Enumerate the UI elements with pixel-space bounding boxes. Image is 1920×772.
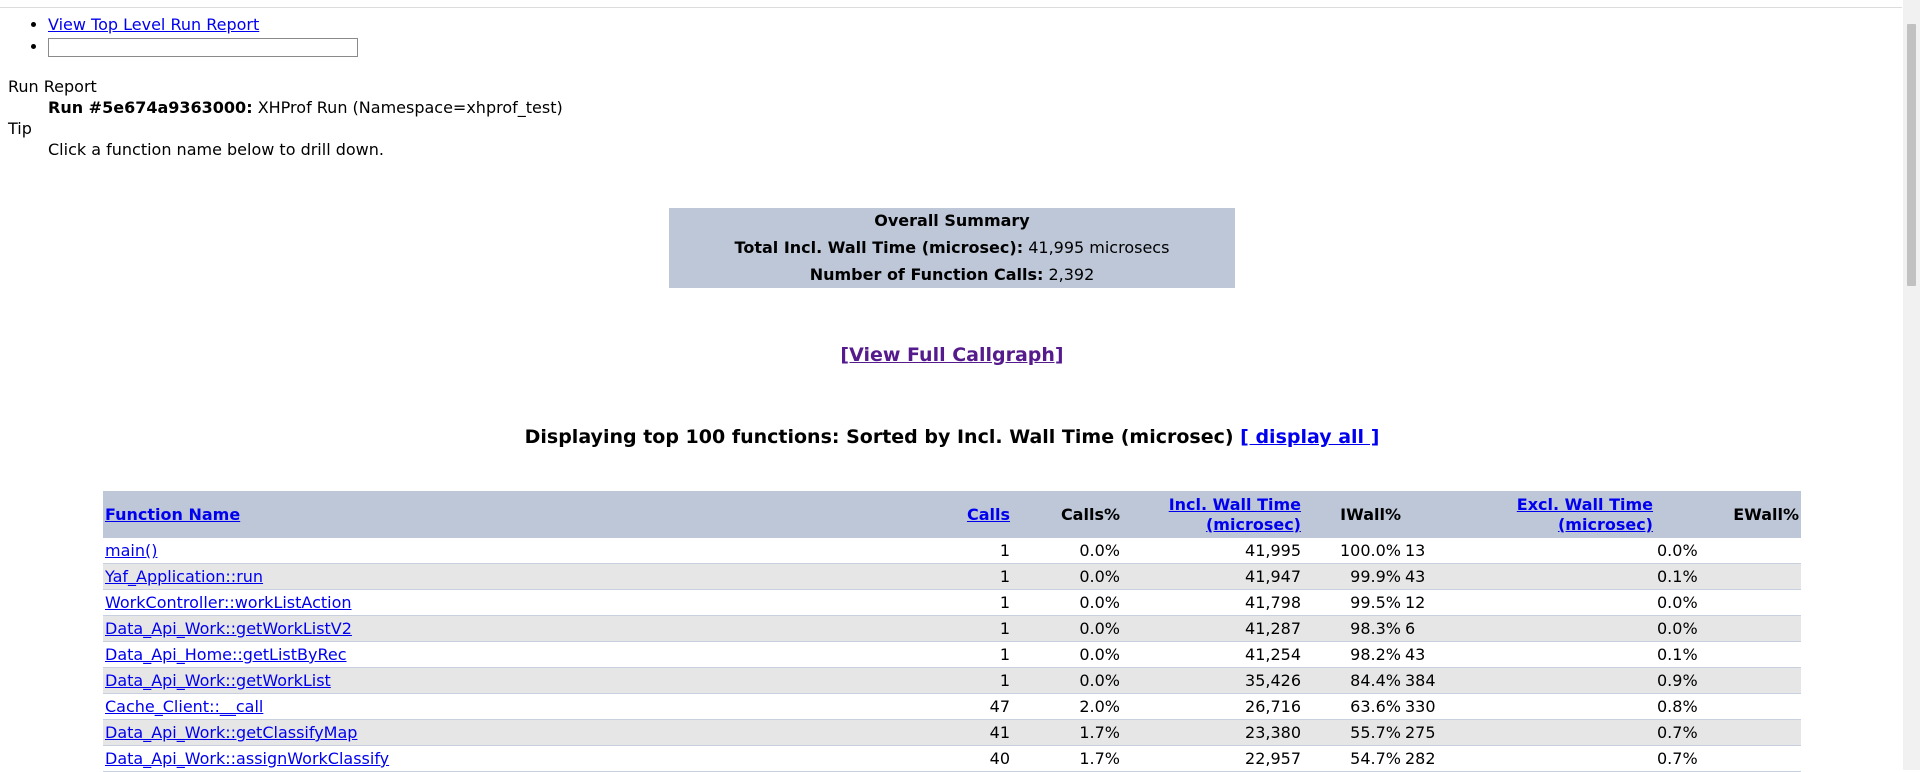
summary-wall-time (669, 235, 1235, 262)
cell-calls-pct: 0.0% (1012, 538, 1122, 564)
function-link[interactable]: main() (105, 541, 158, 560)
table-row (103, 746, 1801, 772)
cell-incl-wall: 41,254 (1122, 642, 1303, 668)
col-header-incl-wall (1122, 491, 1303, 538)
cell-calls-pct: 0.0% (1012, 668, 1122, 694)
function-search-input[interactable] (48, 38, 358, 57)
table-row (103, 694, 1801, 720)
cell-calls: 1 (923, 616, 1012, 642)
cell-excl-wall: 43 (1403, 642, 1655, 668)
display-all-link[interactable]: [ display all ] (1240, 426, 1380, 448)
table-row (103, 616, 1801, 642)
cell-ewall-pct: 0.0% (1655, 616, 1801, 642)
cell-excl-wall: 6 (1403, 616, 1655, 642)
cell-ewall-pct: 0.0% (1655, 538, 1801, 564)
cell-incl-wall: 41,798 (1122, 590, 1303, 616)
top-level-run-report-link[interactable]: View Top Level Run Report (48, 15, 260, 34)
top-links-item (48, 36, 358, 58)
cell-ewall-pct: 0.1% (1655, 564, 1801, 590)
cell-calls-pct: 0.0% (1012, 642, 1122, 668)
cell-function-name (103, 616, 923, 642)
wall-time-value: 41,995 microsecs (1028, 237, 1170, 257)
cell-excl-wall: 282 (1403, 746, 1655, 772)
table-row (103, 642, 1801, 668)
function-link[interactable]: Data_Api_Work::getClassifyMap (105, 723, 358, 742)
table-row (103, 668, 1801, 694)
cell-incl-wall: 35,426 (1122, 668, 1303, 694)
sort-excl-wall-link[interactable] (1517, 495, 1653, 534)
col-header-iwall-pct: IWall% (1303, 491, 1403, 538)
cell-incl-wall: 41,995 (1122, 538, 1303, 564)
incl-wall-line2: (microsec) (1205, 514, 1301, 534)
overall-summary-table (669, 208, 1235, 288)
tip-text: Click a function name below to drill down. (48, 140, 384, 159)
cell-calls-pct: 2.0% (1012, 694, 1122, 720)
scrollbar-thumb[interactable] (1907, 24, 1916, 286)
excl-wall-line2: (microsec) (1557, 514, 1653, 534)
function-calls-value: 2,392 (1048, 264, 1095, 284)
col-header-function-name (103, 491, 923, 538)
cell-excl-wall: 13 (1403, 538, 1655, 564)
cell-incl-wall: 23,380 (1122, 720, 1303, 746)
table-row (103, 538, 1801, 564)
cell-calls: 1 (923, 590, 1012, 616)
cell-iwall-pct: 84.4% (1303, 668, 1403, 694)
cell-calls: 47 (923, 694, 1012, 720)
view-full-callgraph-link[interactable]: [View Full Callgraph] (840, 344, 1064, 366)
cell-function-name (103, 538, 923, 564)
function-link[interactable]: Yaf_Application::run (105, 567, 264, 586)
excl-wall-line1: Excl. Wall Time (1516, 494, 1653, 514)
cell-excl-wall: 12 (1403, 590, 1655, 616)
cell-function-name (103, 642, 923, 668)
function-link[interactable]: Data_Api_Work::assignWorkClassify (105, 749, 390, 768)
cell-iwall-pct: 98.2% (1303, 642, 1403, 668)
cell-incl-wall: 41,287 (1122, 616, 1303, 642)
run-id: Run #5e674a9363000: (48, 98, 253, 117)
cell-iwall-pct: 63.6% (1303, 694, 1403, 720)
sort-incl-wall-link[interactable] (1169, 495, 1301, 534)
cell-incl-wall: 26,716 (1122, 694, 1303, 720)
top-links-list (30, 14, 358, 58)
function-link[interactable]: Data_Api_Work::getWorkList (105, 671, 331, 690)
incl-wall-line1: Incl. Wall Time (1168, 494, 1301, 514)
cell-calls: 40 (923, 746, 1012, 772)
wall-time-label: Total Incl. Wall Time (microsec): (734, 237, 1024, 257)
run-description (48, 97, 563, 118)
table-row (103, 720, 1801, 746)
cell-function-name (103, 668, 923, 694)
cell-calls-pct: 1.7% (1012, 746, 1122, 772)
cell-ewall-pct: 0.7% (1655, 720, 1801, 746)
run-desc: XHProf Run (Namespace=xhprof_test) (257, 98, 563, 117)
run-report-label: Run Report (8, 77, 97, 96)
sort-calls-link[interactable]: Calls (966, 504, 1010, 524)
cell-calls: 1 (923, 564, 1012, 590)
table-header-row (103, 491, 1801, 538)
cell-calls: 1 (923, 642, 1012, 668)
cell-ewall-pct: 0.7% (1655, 746, 1801, 772)
summary-title (669, 208, 1235, 235)
col-header-excl-wall (1403, 491, 1655, 538)
cell-calls-pct: 0.0% (1012, 590, 1122, 616)
table-row (103, 564, 1801, 590)
cell-calls-pct: 1.7% (1012, 720, 1122, 746)
top-links-item (48, 14, 358, 36)
cell-ewall-pct: 0.9% (1655, 668, 1801, 694)
function-link[interactable]: Data_Api_Work::getWorkListV2 (105, 619, 352, 638)
cell-excl-wall: 330 (1403, 694, 1655, 720)
cell-calls: 1 (923, 538, 1012, 564)
cell-excl-wall: 275 (1403, 720, 1655, 746)
cell-excl-wall: 43 (1403, 564, 1655, 590)
col-header-calls (923, 491, 1012, 538)
listing-heading (0, 426, 1904, 448)
vertical-scrollbar[interactable] (1903, 0, 1920, 770)
cell-ewall-pct: 0.0% (1655, 590, 1801, 616)
run-report-info (8, 76, 563, 160)
function-link[interactable]: Data_Api_Home::getListByRec (105, 645, 347, 664)
cell-calls-pct: 0.0% (1012, 564, 1122, 590)
cell-function-name (103, 720, 923, 746)
function-link[interactable]: Cache_Client::__call (105, 697, 264, 716)
col-header-ewall-pct: EWall% (1655, 491, 1801, 538)
top-border (0, 7, 1902, 8)
callgraph-container (0, 344, 1904, 366)
cell-function-name (103, 694, 923, 720)
summary-title-text: Overall Summary (874, 211, 1030, 231)
function-link[interactable]: WorkController::workListAction (105, 593, 352, 612)
col-header-calls-pct: Calls% (1012, 491, 1122, 538)
listing-heading-text: Displaying top 100 functions: Sorted by Incl. Wall Time (microsec) (524, 426, 1234, 448)
cell-iwall-pct: 54.7% (1303, 746, 1403, 772)
cell-calls: 1 (923, 668, 1012, 694)
cell-iwall-pct: 99.9% (1303, 564, 1403, 590)
cell-iwall-pct: 55.7% (1303, 720, 1403, 746)
table-row (103, 590, 1801, 616)
cell-function-name (103, 564, 923, 590)
function-calls-label: Number of Function Calls: (809, 264, 1044, 284)
cell-calls-pct: 0.0% (1012, 616, 1122, 642)
function-table (103, 491, 1801, 772)
cell-ewall-pct: 0.8% (1655, 694, 1801, 720)
cell-iwall-pct: 100.0% (1303, 538, 1403, 564)
cell-excl-wall: 384 (1403, 668, 1655, 694)
cell-incl-wall: 22,957 (1122, 746, 1303, 772)
cell-calls: 41 (923, 720, 1012, 746)
cell-function-name (103, 590, 923, 616)
cell-iwall-pct: 98.3% (1303, 616, 1403, 642)
cell-incl-wall: 41,947 (1122, 564, 1303, 590)
cell-iwall-pct: 99.5% (1303, 590, 1403, 616)
cell-ewall-pct: 0.1% (1655, 642, 1801, 668)
tip-label: Tip (8, 119, 32, 138)
sort-function-name-link[interactable]: Function Name (105, 504, 241, 524)
summary-function-calls (669, 261, 1235, 288)
cell-function-name (103, 746, 923, 772)
